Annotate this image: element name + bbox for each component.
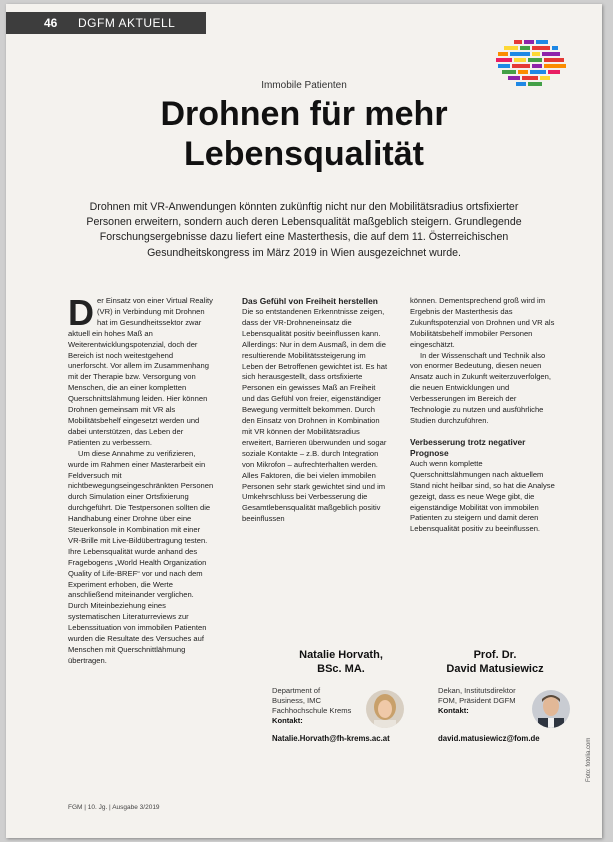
article-lead: Drohnen mit VR-Anwendungen könnten zukünftig nicht nur den Mobilitätsradius ortsfixierter Personen erweitern, sondern auch deren Lebensqualität maßgeblich steigern. Grundlegende Forschungsergebnisse dazu liefert eine Masterthesis, die auf dem 11. Österreichischen Gesundheitskongress im März 2019 in Wien ausgezeichnet wurde. <box>86 201 522 259</box>
body-paragraph: Um diese Annahme zu verifizieren, wurde im Rahmen einer Masterarbeit ein Feldversuch mit nichtbewegungseingeschränkten Personen durch Simulation einer Ortsfixierung durchgeführt. Die Testpersonen sollten die Handhabung einer Drohne über eine Steuerkonsole in Kombination mit einer VR-Brille mit Live-Bildübertragung testen. Ihre Lebensqualität wurde anhand des Fragebogens „World Health Organization Quality of Life-BREF“ vor und nach dem Experiment erhoben, die Werte anschließend miteinander verglichen. Durch Miteinbeziehung eines systematischen Literaturreviews zur Lebenssituation von immobilen Patienten wurden die Resultate des Versuches auf Menschen mit Querschnittlähmung übertragen. <box>68 448 214 665</box>
author-name-line: Natalie Horvath, <box>299 649 383 661</box>
header-bar <box>6 12 206 34</box>
contact-label: Kontakt: <box>438 706 469 715</box>
author-card-horvath <box>272 686 422 756</box>
headline-line-2: Lebensqualität <box>184 135 424 173</box>
intro-paragraph <box>68 292 214 449</box>
author-name-matusiewicz <box>430 648 560 676</box>
contact-label: Kontakt: <box>272 716 303 725</box>
author-affiliation-block <box>438 686 520 716</box>
author-email-link[interactable]: Natalie.Horvath@fh-krems.ac.at <box>272 734 390 743</box>
column-2 <box>242 296 388 525</box>
subheading-prognose: Verbesserung trotz negativer Prognose <box>410 436 526 458</box>
author-name-line: David Matusiewicz <box>446 663 544 675</box>
column-3 <box>410 296 556 535</box>
author-affiliation-block <box>272 686 354 726</box>
page-footer: FGM | 10. Jg. | Ausgabe 3/2019 <box>68 804 160 811</box>
body-paragraph: In der Wissenschaft und Technik also von enormer Bedeutung, diesen neuen Ansatz auch in Zukunft weiterzuverfolgen, die neuen Entwicklungen und Verbesserungen im Bereich der Technologie zu nutzen und ausführliche Studien durchzuführen. <box>410 350 551 425</box>
intro-text: er Einsatz von einer Virtual Reality (VR) in Verbindung mit Drohnen hat im Gesundheitssektor zwar aktuell ein hohes Maß an Weiterentwicklungspotenzial, doch der Bereich ist noch weitestgehend unerforscht. Vor allem im Zusammenhang mit der Therapie bzw. Versorgung von Menschen, die an einer kompletten Querschnittslähmung leiden. Hier können Drohnen gemeinsam mit VR als Mobilitätsbehelf eingesetzt werden und dabei unterstützen, das Leben der Patienten zu verbessern. <box>68 296 213 447</box>
body-paragraph: Auch wenn komplette Querschnittslähmungen nach aktuellem Stand nicht heilbar sind, so hat die Analyse gezeigt, dass es neue Wege gibt, die eigenständige Mobilität von immobilen Patienten zu steigern und damit deren Lebensqualität positiv zu beeinflussen. <box>410 458 555 534</box>
magazine-page <box>6 4 602 838</box>
article-kicker: Immobile Patienten <box>261 80 347 91</box>
author-photo-avatar <box>532 690 570 728</box>
author-title-line: Prof. Dr. <box>473 649 517 661</box>
author-photo-avatar <box>366 690 404 728</box>
drop-cap: D <box>68 292 94 333</box>
page-number: 46 <box>44 16 58 30</box>
column-1 <box>68 292 214 667</box>
author-affiliation: Dekan, Institutsdirektor FOM, Präsident DGFM <box>438 686 516 705</box>
author-title-line: BSc. MA. <box>317 663 365 675</box>
author-name-horvath <box>276 648 406 676</box>
author-email-link[interactable]: david.matusiewicz@fom.de <box>438 734 540 743</box>
author-card-matusiewicz <box>438 686 588 756</box>
headline-line-1: Drohnen für mehr <box>160 95 448 133</box>
section-title: DGFM AKTUELL <box>78 16 176 30</box>
body-paragraph: können. Dementsprechend groß wird im Ergebnis der Masterthesis das Zukunftspotenzial von Drohnen und VR als Mobilitätsbehelf immobiler Personen eingeschätzt. <box>410 296 555 349</box>
photo-credit-text: Foto: fotolia.com <box>586 737 592 782</box>
subheading-freiheit: Das Gefühl von Freiheit herstellen <box>242 296 378 306</box>
article-headline <box>6 94 602 174</box>
photo-credit <box>586 694 596 784</box>
body-paragraph: Die so entstandenen Erkenntnisse zeigen, dass der VR-Drohneneinsatz die Lebensqualität positiv beeinflussen kann. Allerdings: Nur in dem Ausmaß, in dem die resultierende Mobilitätssteigerung im Leben der Betroffenen gewichtet ist. Es hat sich herausgestellt, dass ortsfixierte Personen ein gewisses Maß an Freiheit und das Gefühl von freier, eigenständiger Bewegung vermittelt bekommen. Durch den Einsatz von Drohnen in Kombination mit VR können der Mobilitätsradius erweitert, Barrieren überwunden und sogar soziale Kontakte – z.B. durch Integration von Mikrofon – aufrechterhalten werden. Alles Faktoren, die bei vielen immobilen Personen sehr stark gewichtet sind und im Umkehrschluss bei Verbesserung die Gesamtlebensqualität maßgeblich positiv beeinflussen <box>242 307 388 524</box>
author-affiliation: Department of Business, IMC Fachhochschule Krems <box>272 686 352 715</box>
